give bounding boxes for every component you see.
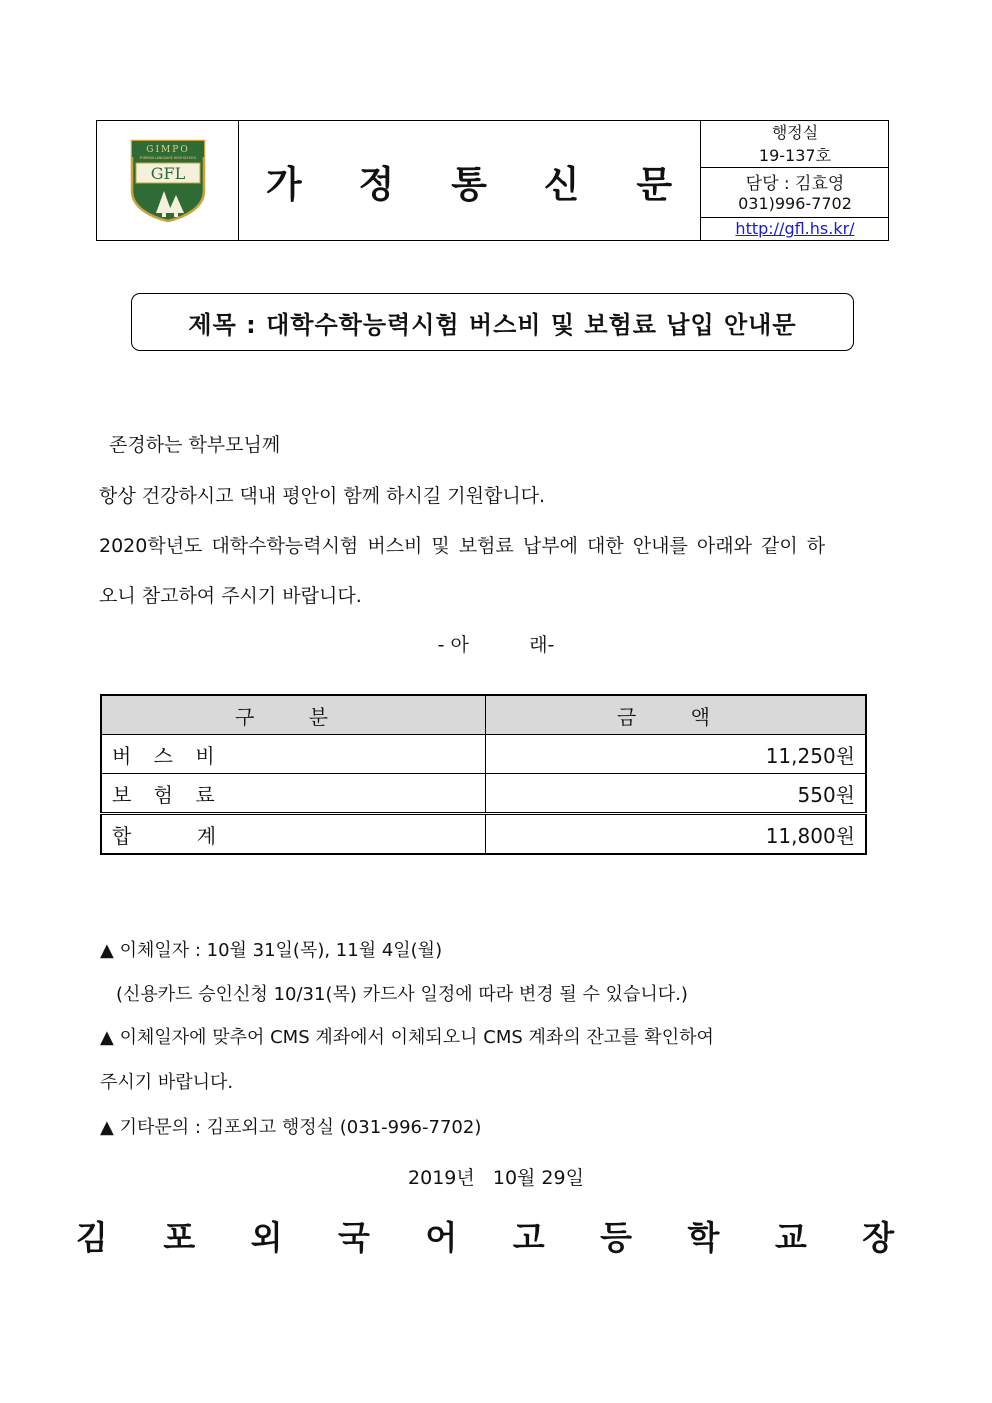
- logo-sub-text: FOREIGN LANGUAGE HIGH SCHOOL: [139, 156, 197, 160]
- notice-inquiry: ▲ 기타문의 : 김포외고 행정실 (031-996-7702): [100, 1117, 482, 1138]
- column-header-amount: 금 액: [486, 695, 867, 735]
- logo-cell: [97, 121, 239, 240]
- document-header: [96, 120, 889, 241]
- table-row: [101, 735, 866, 774]
- below-label: - 아 래-: [437, 634, 555, 656]
- school-url-link[interactable]: http://gfl.hs.kr/: [735, 219, 855, 238]
- logo-initials: GFL: [150, 164, 186, 183]
- body-line-1: 항상 건강하시고 댁내 평안이 함께 하시길 기원합니다.: [99, 485, 546, 507]
- notice-credit-card: (신용카드 승인신청 10/31(목) 카드사 일정에 따라 변경 될 수 있습니다.): [116, 984, 688, 1005]
- total-amount: 11,800원: [486, 814, 867, 855]
- row-item: 보 험 료: [101, 774, 486, 814]
- table-total-row: [101, 814, 866, 855]
- body-line-3: 오니 참고하여 주시기 바랍니다.: [99, 585, 362, 607]
- table-row: [101, 774, 866, 814]
- row-item: 버 스 비: [101, 735, 486, 774]
- doc-number: 19-137호: [758, 146, 832, 165]
- document-date: 2019년 10월 29일: [408, 1167, 584, 1189]
- school-logo: [128, 139, 208, 223]
- notice-transfer-date: ▲ 이체일자 : 10월 31일(목), 11월 4일(월): [100, 940, 443, 961]
- row-amount: 11,250원: [486, 735, 867, 774]
- subject-box: [131, 293, 854, 351]
- total-label: 합 계: [101, 814, 486, 855]
- info-cell: [700, 121, 889, 240]
- contact-phone: 031)996-7702: [738, 194, 852, 213]
- title-cell: [238, 121, 700, 240]
- logo-top-text: GIMPO: [146, 145, 190, 155]
- table-header-row: [101, 695, 866, 735]
- notice-cms-cont: 주시기 바랍니다.: [100, 1072, 234, 1093]
- contact-person: 담당 : 김효영: [745, 174, 845, 194]
- column-header-item: 구 분: [101, 695, 486, 735]
- office-label: 행정실: [771, 123, 819, 142]
- subject-text: 제목 : 대학수학능력시험 버스비 및 보험료 납입 안내문: [188, 310, 797, 339]
- info-divider: [701, 167, 889, 168]
- row-amount: 550원: [486, 774, 867, 814]
- school-principal-signature: 김 포 외 국 어 고 등 학 교 장: [75, 1218, 917, 1257]
- notice-cms: ▲ 이체일자에 맞추어 CMS 계좌에서 이체되오니 CMS 계좌의 잔고를 확인하여: [100, 1027, 714, 1048]
- document-title: 가 정 통 신 문: [265, 162, 695, 206]
- fee-table: [100, 694, 867, 855]
- info-divider: [701, 217, 889, 218]
- greeting: 존경하는 학부모님께: [109, 434, 281, 456]
- body-line-2: 2020학년도 대학수학능력시험 버스비 및 보험료 납부에 대한 안내를 아래와 같이 하: [99, 535, 826, 557]
